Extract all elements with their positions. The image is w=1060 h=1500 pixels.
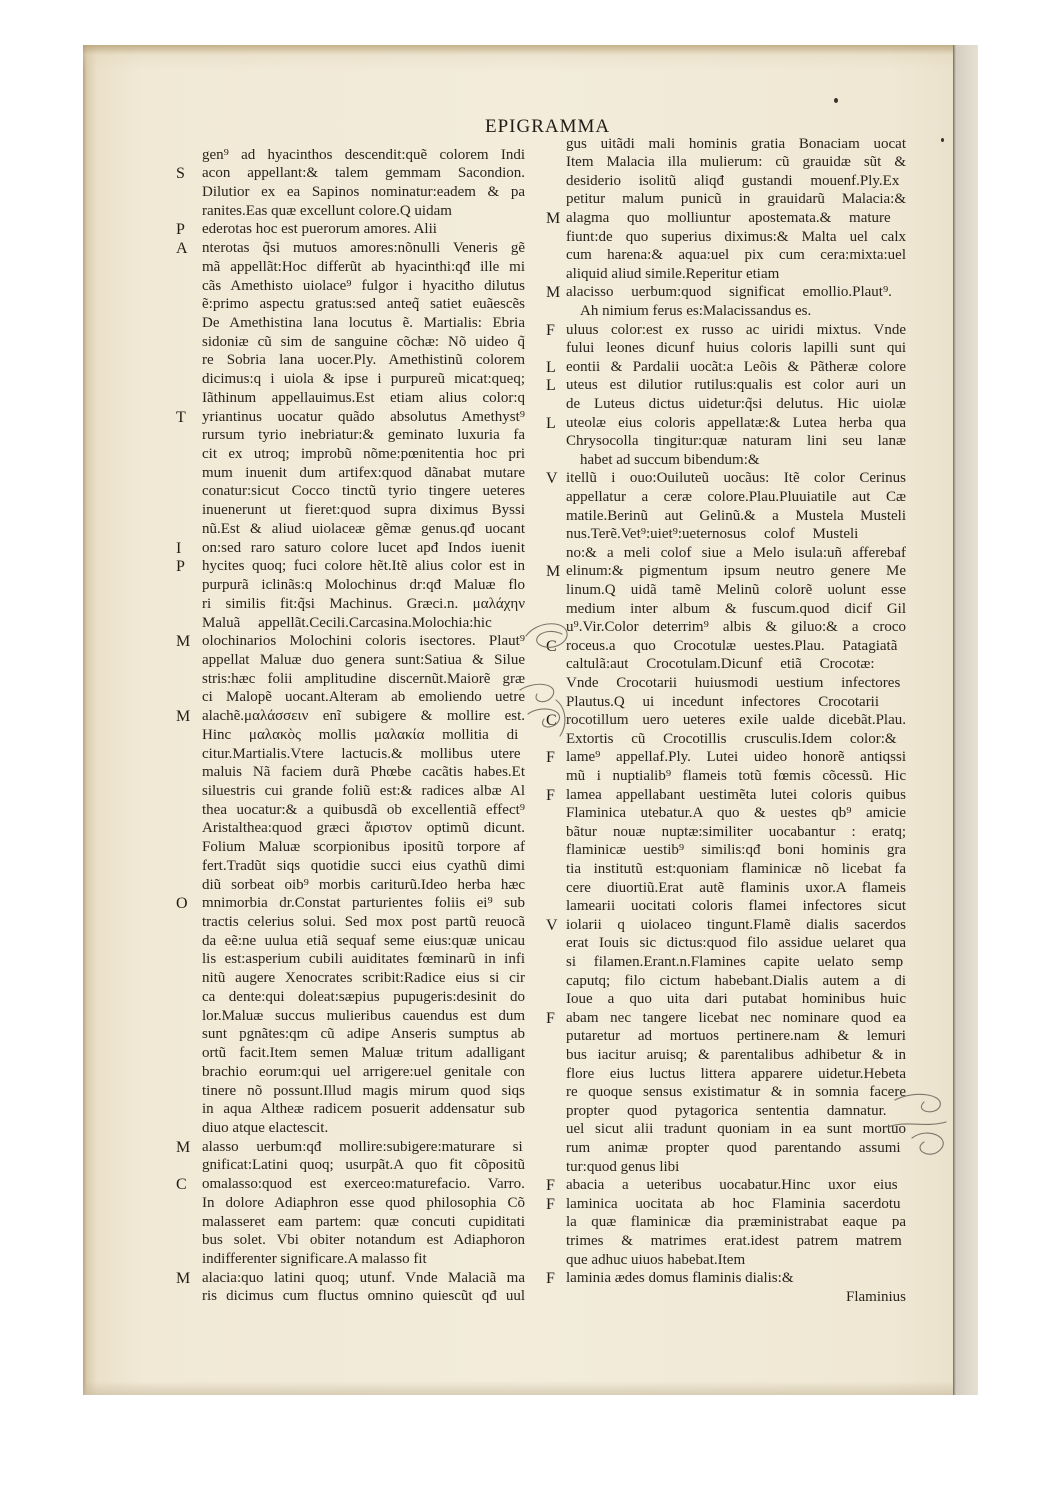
text-line [202, 202, 525, 221]
text-line [202, 763, 525, 782]
text-line [566, 376, 906, 395]
page-bottom-edge [83, 1381, 978, 1395]
text-line [566, 209, 906, 228]
line-text: fului leones dicunf huius coloris lapilli sunt qui [566, 340, 906, 357]
text-line [202, 576, 525, 595]
marginal-initial: A [176, 240, 188, 258]
line-text: flaminicæ uestib⁹ similis:qđ boni hominis gra [566, 842, 906, 859]
text-line [566, 190, 906, 209]
text-line [566, 1102, 906, 1121]
line-text: aliquid aliud simile.Reperitur etiam [566, 265, 780, 282]
running-title: EPIGRAMMA [485, 116, 611, 137]
line-text: Maluã appellãt.Cecili.Carcasina.Molochia:hic [202, 614, 492, 631]
page-top-edge [83, 45, 978, 71]
line-text: erat Iouis sic dictus:quod filo assidue uelaret qua [566, 935, 906, 952]
marginal-initial: M [546, 284, 561, 302]
text-line [202, 595, 525, 614]
line-text: ederotas hoc est puerorum amores. Alii [202, 221, 437, 238]
marginal-initial: M [176, 1138, 191, 1156]
line-text: u⁹.Vir.Color deterrim⁹ albis & giluo:& a croco [566, 619, 906, 636]
text-line [566, 618, 906, 637]
line-text: Chrysocolla tingitur:quæ naturam lini seu lanæ [566, 433, 906, 450]
text-line [202, 445, 525, 464]
text-line [202, 314, 525, 333]
text-line [566, 228, 906, 247]
line-text: uel sicut alii tradunt quoniam in ea sunt mortuo [566, 1121, 906, 1138]
line-text: omalasso:quod est exerceo:maturefacio. Varro. [202, 1176, 525, 1193]
line-text: si filamen.Erant.n.Flamines capite uelato semp [566, 953, 904, 970]
text-line [202, 819, 525, 838]
text-line [202, 520, 525, 539]
text-line [202, 220, 525, 239]
text-line [566, 1269, 906, 1288]
line-text: alacisso uerbum:quod significat emollio.Plaut⁹. [566, 284, 892, 301]
text-line [202, 464, 525, 483]
marginal-initial: I [176, 539, 182, 557]
text-line [566, 153, 906, 172]
line-text: itellũ i ouo:Ouiluteũ uocãus: Itẽ color Cerinus [566, 470, 906, 487]
line-text: re Sobria lana uocer.Ply. Amethistinũ colorem [202, 352, 525, 369]
text-line [566, 860, 906, 879]
text-line [566, 916, 906, 935]
line-text: olochinarios Molochini coloris isectores. Plaut⁹ [202, 633, 525, 650]
line-text: alacia:quo latini quoq; utunf. Vnde Malaciã ma [202, 1269, 525, 1286]
line-text: nũ.Est & aliud uiolaceæ gẽmæ genus.qđ uocant [202, 520, 525, 537]
line-text: laminica uocitata ab hoc Flaminia sacerdotu [566, 1195, 901, 1212]
text-line [566, 1027, 906, 1046]
text-line [566, 432, 906, 451]
text-line [202, 950, 525, 969]
text-line [566, 600, 906, 619]
marginal-initial: F [546, 1195, 555, 1213]
line-text: alachẽ.μαλάσσειν enĩ subigere & mollire est. [202, 708, 525, 725]
line-text: laminia ædes domus flaminis dialis:& [566, 1270, 794, 1287]
line-text: nus.Terẽ.Vet⁹:uiet⁹:ueternosus colof Musteli [566, 526, 859, 543]
text-line [566, 1176, 906, 1195]
line-text: Plautus.Q ui incedunt infectores Crocotarii [566, 693, 880, 710]
ink-spot [834, 98, 838, 103]
marginal-initial: L [546, 358, 556, 376]
line-text: indifferenter significare.A malasso fit [202, 1250, 427, 1267]
text-line [566, 786, 906, 805]
text-line [566, 358, 906, 377]
line-text: uluus color:est ex russo ac uiridi mixtus. Vnde [566, 321, 906, 338]
line-text: dicimus:q i uiola & ipse i purpureũ micat:queq; [202, 371, 525, 388]
line-text: linum.Q uidã tamẽ Melinũ colorẽ uolunt esse [566, 581, 906, 598]
line-text: alasso uerbum:qđ mollire:subigere:maturare si [202, 1138, 523, 1155]
text-line [566, 730, 906, 749]
line-text: ortũ facit.Item semen Maluæ tritum adalligant [202, 1045, 525, 1062]
text-line [202, 932, 525, 951]
text-line [566, 488, 906, 507]
line-text: rursum tyrio inebriatur:& geminato luxuria fa [202, 427, 525, 444]
text-line [202, 1194, 525, 1213]
line-text: nterotas q̃si mutuos amores:nõnulli Veneris gẽ [202, 240, 525, 257]
line-text: yriantinus uocatur quãdo absolutus Amethyst⁹ [202, 408, 525, 425]
line-text: lame⁹ appellaf.Ply. Lutei uideo honorẽ antiqssi [566, 749, 906, 766]
line-text: Extortis cũ Crocotillis crusculis.Idem color:& [566, 730, 897, 747]
text-line [566, 172, 906, 191]
text-line [202, 164, 525, 183]
line-text: tur:quod genus libi [566, 1158, 680, 1175]
text-line [566, 1083, 906, 1102]
line-text: roceus.a quo Crocotulæ uestes.Plau. Patagiatã [566, 637, 898, 654]
text-line [566, 897, 906, 916]
line-text: on:sed raro saturo colore lucet apđ Indos iuenit [202, 539, 525, 556]
line-text: rum animæ propter quod parentando assumi [566, 1139, 901, 1156]
line-text: flore eius luctus littera apparere uidetur.Hebeta [566, 1065, 906, 1082]
marginal-initial: M [176, 708, 191, 726]
line-text: ẽ:primo aspectu gratus:sed anteq̃ satiet euãescẽs [202, 296, 525, 313]
marginal-initial: C [176, 1176, 187, 1194]
line-text: trimes & matrimes erat.idest patrem matrem [566, 1232, 902, 1249]
text-line [202, 801, 525, 820]
text-line [202, 295, 525, 314]
text-line [202, 239, 525, 258]
line-text: cum harena:& aqua:uel pix cum cera:mixta:uel [566, 247, 906, 264]
text-line [202, 389, 525, 408]
line-text: sunt pgnãtes:qm cũ adipe Anseris sumptus ab [202, 1026, 525, 1043]
text-line [202, 1250, 525, 1269]
line-text: de Luteus dictus uidetur:q̃si delutus. Hic uiolæ [566, 395, 906, 412]
text-line [202, 426, 525, 445]
marginal-initial: L [546, 414, 556, 432]
text-line [566, 414, 906, 433]
line-text: Item Malacia illa mulierum: cũ grauidæ sũt & [566, 154, 906, 171]
line-text: mum inuenit dum artifex:quod dãnabat mutare [202, 464, 525, 481]
text-line [566, 581, 906, 600]
text-line [566, 1158, 906, 1177]
line-text: medium inter album & fuscum.quod dicif Gil [566, 600, 906, 617]
line-text: appellat Maluæ duo genera sunt:Satiua & Silue [202, 651, 525, 668]
catchword: Flaminius [845, 1288, 906, 1305]
line-text: Vnde Crocotarii huiusmodi uestium infectores [566, 674, 901, 691]
scan-edge [953, 45, 978, 1395]
text-line [566, 841, 906, 860]
line-text: ris dicimus cum fluctus omnino quiescũt qđ uul [202, 1288, 525, 1305]
text-line [202, 1100, 525, 1119]
line-text: citur.Martialis.Vtere lactucis.& mollibus utere [202, 745, 521, 762]
text-line [566, 767, 906, 786]
marginal-initial: F [546, 786, 555, 804]
text-line [566, 1251, 906, 1270]
marginal-initial: O [176, 895, 188, 913]
line-text: gen⁹ ad hyacinthos descendit:quẽ colorem Indi [202, 146, 525, 163]
marginal-initial: M [546, 209, 561, 227]
line-text: lis est:asperium cubili auiditates fœminarũ in infi [202, 951, 525, 968]
text-line [566, 469, 906, 488]
line-text: hycites quoq; fuci colore hẽt.Itẽ alius color est in [202, 558, 525, 575]
line-text: Ah nimium ferus es:Malacissandus es. [580, 302, 812, 319]
line-text: nitũ augere Xenocrates scribit:Radice eius si cir [202, 970, 525, 987]
line-text: gus uitãdi mali hominis gratia Bonaciam uocat [566, 135, 906, 152]
line-text: fert.Tradũt siqs quotidie succi eius cyathũ dimi [202, 857, 525, 874]
line-text: caltulã:aut Crocotulam.Dicunf etiã Crocotæ: [566, 656, 875, 673]
marginal-initial: F [546, 749, 555, 767]
text-line [202, 838, 525, 857]
ink-spot [941, 138, 944, 142]
line-text: ranites.Eas quæ excellunt colore.Q uidam [202, 202, 452, 219]
text-line [202, 557, 525, 576]
marginal-initial: S [176, 165, 185, 183]
text-line [566, 525, 906, 544]
text-line [202, 408, 525, 427]
line-text: re quoque sensus existimatur & in somnia facere [566, 1084, 906, 1101]
line-text: rocotillum uero ueteres exile ualde dicebãt.Plau. [566, 712, 906, 729]
line-text: matile.Berinũ aut Gelinũ.& a Mustela Musteli [566, 507, 906, 524]
text-line [566, 674, 906, 693]
text-line [202, 1156, 525, 1175]
line-text: uteolæ eius coloris appellatæ:& Lutea herba qua [566, 414, 906, 431]
line-text: petitur malum punicũ in grauidarũ Malacia:& [566, 191, 906, 208]
line-text: bus solet. Vbi obiter notandum est Adiaphoron [202, 1232, 525, 1249]
text-line [566, 395, 906, 414]
line-text: tinere nõ possunt.Illud magis mirum quod siqs [202, 1082, 525, 1099]
text-line [202, 1007, 525, 1026]
text-line [566, 823, 906, 842]
text-line [202, 726, 525, 745]
line-text: Flaminica utebatur.A quo & uestes qb⁹ amicie [566, 805, 906, 822]
text-line [202, 1063, 525, 1082]
line-text: Dilutior ex ea Sapinos nominatur:eadem & pa [202, 183, 525, 200]
marginal-initial: L [546, 377, 556, 395]
marginal-initial: C [546, 712, 557, 730]
line-text: stris:hæc folii amplitudine discernũt.Maiorẽ græ [202, 670, 525, 687]
line-text: De Amethistina lana locutus ẽ. Martialis: Ebria [202, 314, 525, 331]
line-text: elinum:& pigmentum ipsum neutro genere Me [566, 563, 906, 580]
marginal-initial: M [176, 633, 191, 651]
text-line [202, 501, 525, 520]
line-text: purpurã iclinãs:q Molochinus dr:qđ Maluæ flo [202, 577, 525, 594]
text-line [202, 1175, 525, 1194]
marginal-initial: C [546, 637, 557, 655]
text-line [202, 351, 525, 370]
text-line [566, 1120, 906, 1139]
line-text: sidoniæ cũ sim de sanguine cõchæ: Nõ uideo q̃ [202, 333, 525, 350]
text-line [566, 972, 906, 991]
text-line [566, 265, 906, 284]
text-line [566, 1213, 906, 1232]
line-text: Hinc μαλακὸς mollis μαλακία mollitia di [202, 726, 519, 743]
text-line [566, 1232, 906, 1251]
line-text: lamearii uocitati coloris flamei infectores sicut [566, 898, 906, 915]
line-text: cit ex utroq; improbũ nõme:pœnitentia hoc pri [202, 446, 525, 463]
line-text: gnificat:Latini quoq; usurpãt.A quo fit cõpositũ [202, 1157, 525, 1174]
text-line [566, 507, 906, 526]
text-line [202, 1269, 525, 1288]
line-text: in aqua Altheæ radicem posuerit addensatur sub [202, 1101, 525, 1118]
line-text: ci Malopẽ uocant.Alteram ab emoliendo uetre [202, 689, 525, 706]
text-line [566, 879, 906, 898]
line-text: maluis Nã faciem durã Phœbe cacãtis habes.Et [202, 764, 525, 781]
line-text: abacia a ueteribus uocabatur.Hinc uxor eius [566, 1177, 898, 1194]
marginal-initial: F [546, 321, 555, 339]
text-line [202, 1138, 525, 1157]
line-text: fiunt:de quo superius diximus:& Malta uel calx [566, 228, 906, 245]
text-line [202, 277, 525, 296]
marginal-initial: V [546, 916, 558, 934]
line-text: tractis celerius solui. Sed mox post partũ reuocã [202, 914, 525, 931]
marginal-initial: F [546, 1270, 555, 1288]
text-line [566, 748, 906, 767]
line-text: tia institutũ est:quoniam flaminicæ nõ licebat fa [566, 860, 906, 877]
line-text: propter quod pytagorica sententia damnatur. [566, 1102, 887, 1119]
text-line [202, 913, 525, 932]
line-text: alagma quo molliuntur apostemata.& mature [566, 209, 891, 226]
text-line [202, 876, 525, 895]
line-text: habet ad succum bibendum:& [580, 451, 760, 468]
marginal-initial: F [546, 1177, 555, 1195]
text-line [566, 321, 906, 340]
line-text: lamea appellabant uestimẽta lutei coloris quibus [566, 786, 906, 803]
line-text: diũ sorbeat oib⁹ morbis cariturũ.Ideo herba hæc [202, 876, 525, 893]
line-text: desiderio isolitũ aliqđ gustandi mouenf.Ply.Ex [566, 172, 900, 189]
marginal-initial: F [546, 1009, 555, 1027]
line-text: inuenerunt ut fieret:quod supra diximus Byssi [202, 502, 525, 519]
text-line [566, 655, 906, 674]
text-line [566, 990, 906, 1009]
marginal-initial: M [546, 563, 561, 581]
line-text: acon appellant:& talem gemmam Sacondion. [202, 165, 525, 182]
text-line [566, 283, 906, 302]
text-line [202, 614, 525, 633]
text-line [566, 711, 906, 730]
text-line [566, 246, 906, 265]
line-text: Aristalthea:quod græci ἄριστον optimũ dicunt. [202, 820, 525, 837]
text-line [580, 302, 906, 321]
text-line [202, 688, 525, 707]
text-line [566, 693, 906, 712]
text-line [566, 804, 906, 823]
line-text: appellatur a ceræ colore.Plau.Pluuiatile aut Cæ [566, 488, 906, 505]
text-line [202, 894, 525, 913]
line-text: Ioue a quo uita dari putabat hominibus huic [566, 991, 906, 1008]
line-text: Iãthinum appellauimus.Est etiam alius color:q [202, 389, 525, 406]
line-text: eontii & Pardalii uocãt:a Leõis & Pãtheræ colore [566, 358, 906, 375]
line-text: uteus est dilutior rutilus:qualis est color auri un [566, 377, 906, 394]
line-text: cãs Amethisto uiolace⁹ fulgor i hyacitho dilutus [202, 277, 525, 294]
marginal-initial: P [176, 221, 185, 239]
line-text: bãtur nouæ nuptæ:similiter uocabantur : eratq; [566, 823, 906, 840]
text-line [202, 258, 525, 277]
text-line [566, 637, 906, 656]
text-line [202, 988, 525, 1007]
text-line [202, 1287, 525, 1306]
marginal-initial: T [176, 408, 186, 426]
text-line [566, 135, 906, 154]
text-line [202, 1231, 525, 1250]
text-line [202, 482, 525, 501]
line-text: In dolore Adiaphron esse quod philosophia Cõ [202, 1194, 525, 1211]
line-text: brachio eorum:qui uel arrigere:uel genitale con [202, 1063, 525, 1080]
line-text: putaretur ad mortuos pertinere.nam & lemuri [566, 1028, 906, 1045]
marginal-initial: M [176, 1269, 191, 1287]
text-line [202, 183, 525, 202]
line-text: diuo atque elactescit. [202, 1119, 329, 1136]
text-line [202, 370, 525, 389]
text-line [202, 857, 525, 876]
text-line [202, 969, 525, 988]
line-text: conatur:sicut Cocco tinctũ tyrio tingere ueteres [202, 483, 525, 500]
text-line [202, 1082, 525, 1101]
line-text: siluestris cui grande foliũ est:& radices albæ Al [202, 782, 525, 799]
text-line [202, 632, 525, 651]
text-line [202, 1025, 525, 1044]
marginal-initial: P [176, 558, 185, 576]
line-text: iolarii q uiolaceo tingunt.Flamẽ dialis sacerdos [566, 916, 906, 933]
text-line [202, 333, 525, 352]
line-text: caputq; filo cictum habebant.Dialis autem a di [566, 972, 906, 989]
line-text: cere diuortiũ.Erat autẽ flaminis uxor.A flameis [566, 879, 906, 896]
text-line [566, 1195, 906, 1214]
text-line [202, 745, 525, 764]
line-text: lor.Maluæ succus mulieribus cauendus est dum [202, 1007, 525, 1024]
text-line [202, 707, 525, 726]
text-line [202, 1119, 525, 1138]
text-line [202, 1044, 525, 1063]
text-line [566, 562, 906, 581]
line-text: ri similis fit:q̃si Machinus. Græci.n. μαλάχην [202, 595, 525, 612]
line-text: da eẽ:ne uulua etiã sequaf seme eius:quæ unicau [202, 932, 525, 949]
text-line [566, 1009, 906, 1028]
text-line [566, 1046, 906, 1065]
text-line [566, 934, 906, 953]
text-line [566, 544, 906, 563]
text-line [580, 451, 906, 470]
line-text: mã appellãt:Hoc differũt ab hyacinthi:qđ ille mi [202, 258, 525, 275]
line-text: thea uocatur:& a quibusdã ob excellentiã effect⁹ [202, 801, 525, 818]
line-text: mnimorbia dr.Constat parturientes foliis ei⁹ sub [202, 895, 525, 912]
line-text: que adhuc uiuos habebat.Item [566, 1251, 746, 1268]
text-line [566, 1065, 906, 1084]
line-text: malasseret eam partem: quæ concuti cupiditati [202, 1213, 525, 1230]
line-text: mũ i nuptialib⁹ flameis totũ fœmis cõcessũ. Hic [566, 767, 906, 784]
marginal-initial: V [546, 470, 558, 488]
line-text: Folium Maluæ scorpionibus ipositũ torpore af [202, 839, 525, 856]
text-line [566, 953, 906, 972]
line-text: la quæ flaminicæ dia præministrabat eaque pa [566, 1214, 906, 1231]
text-line [202, 539, 525, 558]
text-line [566, 339, 906, 358]
text-line [566, 1139, 906, 1158]
line-text: no:& a meli colof siue a Melo isula:uñ afferebaf [566, 544, 906, 561]
text-line [202, 146, 525, 165]
line-text: abam nec tangere licebat nec nominare quod ea [566, 1009, 906, 1026]
text-line [202, 670, 525, 689]
line-text: ca dente:qui doleat:sæpius pupugeris:desinit do [202, 988, 525, 1005]
line-text: bus iacitur aruisq; & parentalibus adhibetur & in [566, 1046, 906, 1063]
text-line [202, 782, 525, 801]
text-line [202, 651, 525, 670]
text-line [202, 1213, 525, 1232]
